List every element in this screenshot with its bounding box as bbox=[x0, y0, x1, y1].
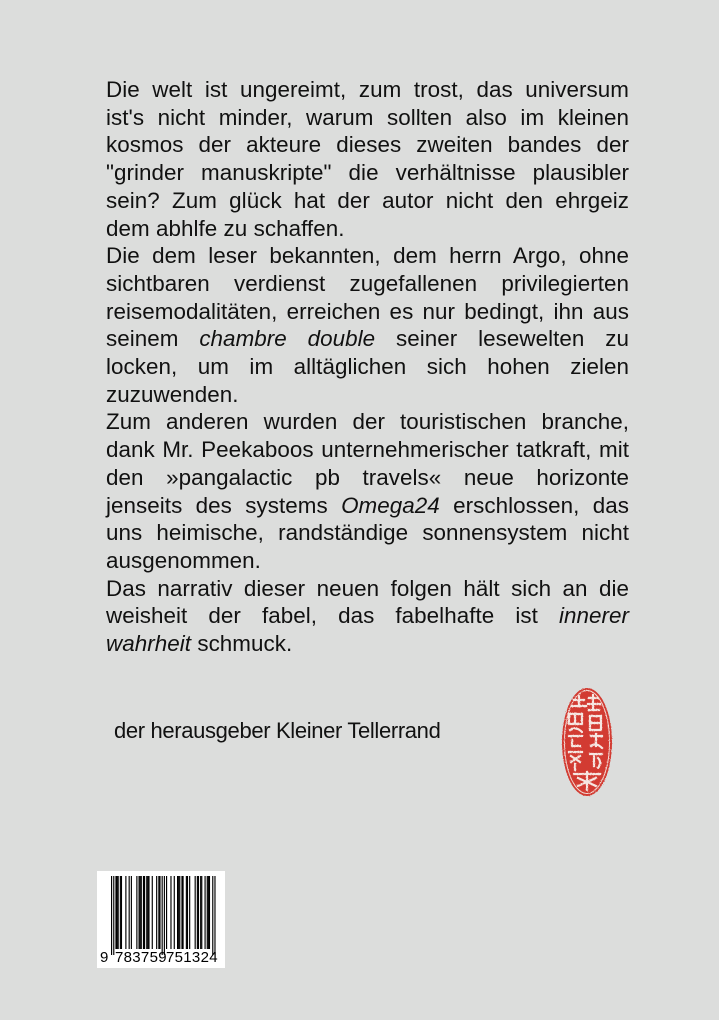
isbn-barcode bbox=[97, 871, 225, 968]
blurb-paragraph-3 bbox=[106, 408, 629, 574]
blurb-paragraph-2 bbox=[106, 242, 629, 408]
blurb-p4-italic-innerer-wahrheit: innerer wahrheit bbox=[106, 603, 629, 657]
blurb-p3-italic-omega24: Omega24 bbox=[341, 492, 440, 518]
blurb-p1-text: Die welt ist ungereimt, zum trost, das universum ist's nicht minder, warum sollten also im kleinen kosmos der akteure dieses zweiten bandes der "grinder manuskripte" die verhältnisse plausibler sein? Zum glück hat der autor nicht den ehrgeiz dem abhlfe zu schaffen. bbox=[106, 77, 629, 241]
blurb-p3-text-a: Zum anderen wurden der touristischen branche, dank Mr. Peekaboos unternehmerischer tatkraft, mit den »pangalactic pb travels« neue horizonte jenseits des systems bbox=[106, 409, 629, 518]
blurb-p4-text-b: schmuck. bbox=[191, 631, 293, 657]
red-seal-stamp-icon bbox=[560, 686, 614, 798]
isbn-left-digits: 783759 bbox=[115, 949, 167, 966]
blurb-p2-italic-chambre-double: chambre double bbox=[199, 326, 376, 352]
blurb-p2-text-a: Die dem leser bekannten, dem herrn Argo, ohne sichtbaren verdienst zugefallenen privilegierten reisemodalitäten, erreichen es nur bedingt, ihn aus seinem bbox=[106, 243, 629, 352]
blurb-paragraph-1 bbox=[106, 76, 629, 242]
blurb-p3-text-b: erschlossen, das uns heimische, randständige sonnensystem nicht ausgenommen. bbox=[106, 492, 629, 573]
blurb-p2-text-b: seiner lesewelten zu locken, um im alltäglichen sich hohen zielen zuzuwenden. bbox=[106, 326, 629, 407]
isbn-first-digit: 9 bbox=[100, 949, 109, 966]
blurb-p4-text-a: Das narrativ dieser neuen folgen hält sich an die weisheit der fabel, das fabelhafte ist bbox=[106, 575, 629, 629]
isbn-right-digits: 751324 bbox=[166, 949, 218, 966]
blurb-paragraph-4 bbox=[106, 575, 629, 658]
back-cover-blurb bbox=[106, 76, 629, 658]
publisher-signature: der herausgeber Kleiner Tellerrand bbox=[114, 718, 441, 743]
